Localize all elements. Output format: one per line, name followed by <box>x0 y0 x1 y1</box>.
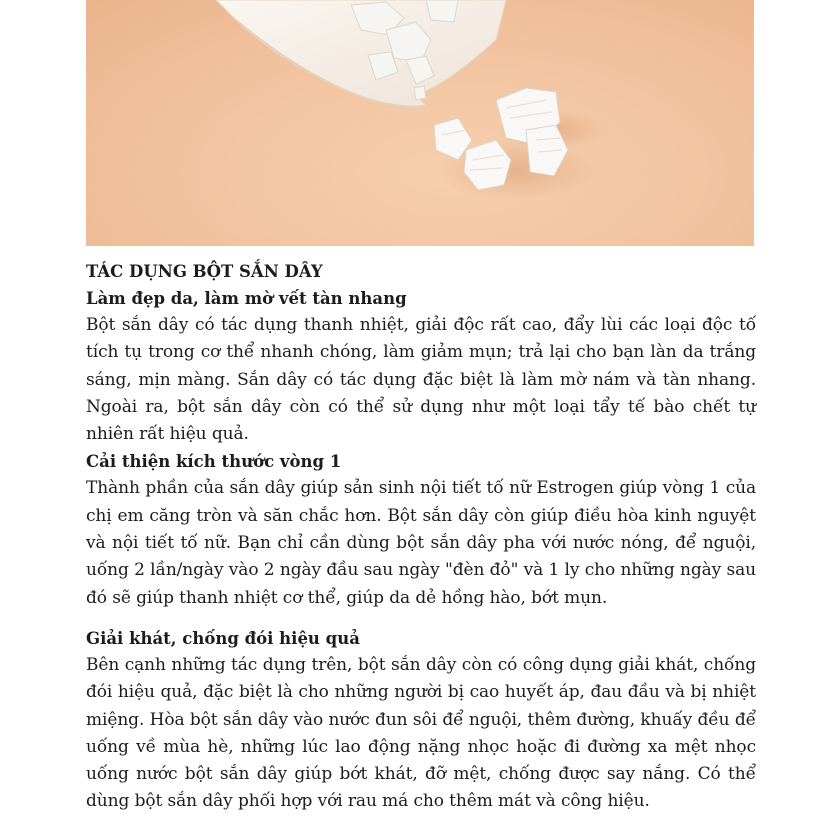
section-paragraph: Bên cạnh những tác dụng trên, bột sắn dây còn có công dụng giải khát, chống đói hiệu quả, đặc biệt là cho những người bị cao huyết áp, đau đầu và bị nhiệt miệng. Hòa bột sắn dây vào nước đun sôi để nguội, thêm đường, khuấy đều để uống về mùa hè, những lúc lao động nặng nhọc hoặc đi đường xa mệt nhọc uống nước bột sắn dây giúp bớt khát, đỡ mệt, chống được say nắng. Có thể dùng bột sắn dây phối hợp với rau má cho thêm mát và công hiệu. <box>86 654 756 812</box>
article-body <box>86 258 756 816</box>
section-paragraph: Thành phần của sắn dây giúp sản sinh nội tiết tố nữ Estrogen giúp vòng 1 của chị em căng tròn và săn chắc hơn. Bột sắn dây còn giúp điều hòa kinh nguyệt và nội tiết tố nữ. Bạn chỉ cần dùng bột sắn dây pha với nước nóng, để nguội, uống 2 lần/ngày vào 2 ngày đầu sau ngày "đèn đỏ" và 1 ly cho những ngày sau đó sẽ giúp thanh nhiệt cơ thể, giúp da dẻ hồng hào, bớt mụn. <box>86 478 756 608</box>
section-heading: Cải thiện kích thước vòng 1 <box>86 452 342 472</box>
section-heading: Giải khát, chống đói hiệu quả <box>86 628 360 648</box>
article-title: TÁC DỤNG BỘT SẮN DÂY <box>86 262 323 281</box>
section-spacer <box>86 612 756 625</box>
section-heading: Làm đẹp da, làm mờ vết tàn nhang <box>86 289 407 308</box>
product-photo <box>86 0 754 246</box>
section-paragraph: Bột sắn dây có tác dụng thanh nhiệt, giải độc rất cao, đẩy lùi các loại độc tố tích tụ trong cơ thể nhanh chóng, làm giảm mụn; trả lại cho bạn làn da trắng sáng, mịn màng. Sắn dây có tác dụng đặc biệt là làm mờ nám và tàn nhang. Ngoài ra, bột sắn dây còn có thể sử dụng như một loại tẩy tế bào chết tự nhiên rất hiệu quả. <box>86 315 756 445</box>
starch-pieces-illustration <box>86 0 754 246</box>
